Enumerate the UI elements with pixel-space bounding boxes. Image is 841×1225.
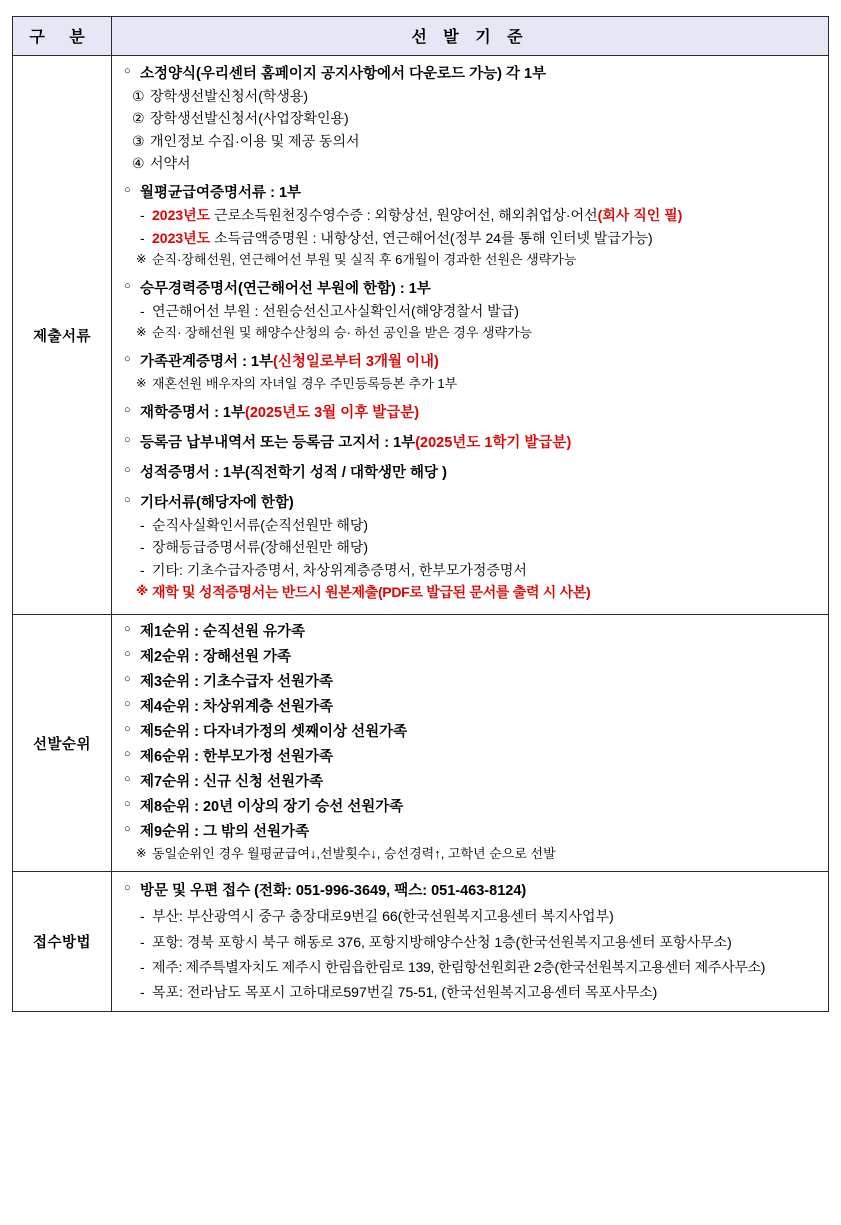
list-item: - 장해등급증명서류(장해선원만 해당) (124, 538, 818, 557)
office-item: - 목포: 전라남도 목포시 고하대로597번길 75-51, (한국선원복지고용센터 목포사무소) (124, 983, 818, 1002)
priority-tiebreak-note: ※ 동일순위인 경우 월평균급여↓,선발횟수↓, 승선경력↑, 고학년 순으로 선발 (124, 845, 818, 863)
priority-item: ○ 제6순위 : 한부모가정 선원가족 (124, 747, 818, 767)
doc-group (124, 352, 818, 393)
title-text: 가족관계증명서 : 1부 (140, 354, 274, 371)
doc-group-title: ○ 기타서류(해당자에 한함) (124, 493, 818, 513)
doc-group-title (124, 352, 818, 372)
doc-group-title (124, 433, 818, 453)
original-submission-warning: ※ 재학 및 성적증명서는 반드시 원본제출(PDF로 발급된 문서를 출력 시 사본) (124, 583, 818, 602)
title-text: 재학증명서 : 1부 (140, 405, 245, 421)
title-red-note: (신청일로부터 3개월 이내) (273, 354, 439, 371)
list-text: 근로소득원천징수영수증 : 외항상선, 원양어선, 해외취업상·어선 (210, 207, 598, 224)
doc-group (124, 279, 818, 342)
table-row (13, 56, 829, 615)
list-marker: ④ (132, 154, 145, 171)
list-item (124, 87, 818, 106)
list-marker: ③ (132, 132, 145, 149)
list-marker: ① (132, 88, 145, 104)
doc-group-title (124, 403, 818, 423)
header-row (13, 17, 829, 56)
table-header (13, 17, 829, 56)
list-text: 장학생선발신청서(학생용) (150, 88, 309, 104)
list-text: 개인정보 수집·이용 및 제공 동의서 (150, 132, 360, 149)
office-item: - 부산: 부산광역시 중구 충장대로9번길 66(한국선원복지고용센터 복지사업부) (124, 907, 818, 926)
doc-group-title: ○ 소정양식(우리센터 홈페이지 공지사항에서 다운로드 가능) 각 1부 (124, 64, 818, 84)
priority-item: ○ 제2순위 : 장해선원 가족 (124, 647, 818, 667)
list-note: ※ 순직·장해선원, 연근해어선 부원 및 실직 후 6개월이 경과한 선원은 생략가능 (124, 251, 818, 269)
doc-group (124, 463, 818, 483)
list-item (124, 132, 818, 151)
seal-note: (회사 직인 필) (597, 207, 683, 224)
priority-cell (112, 615, 829, 872)
header-criteria: 선 발 기 준 (112, 17, 829, 56)
row-label-documents: 제출서류 (13, 56, 112, 615)
priority-item: ○ 제1순위 : 순직선원 유가족 (124, 622, 818, 642)
priority-item: ○ 제7순위 : 신규 신청 선원가족 (124, 772, 818, 792)
table-body (13, 56, 829, 1012)
row-label-submission: 접수방법 (13, 872, 112, 1012)
table-row (13, 615, 829, 872)
priority-item: ○ 제9순위 : 그 밖의 선원가족 (124, 822, 818, 842)
list-item: - 순직사실확인서류(순직선원만 해당) (124, 516, 818, 535)
list-item (124, 206, 818, 225)
submission-title: ○ 방문 및 우편 접수 (전화: 051-996-3649, 팩스: 051-463-8124) (124, 881, 818, 901)
doc-group-title: ○ 승무경력증명서(연근해어선 부원에 한함) : 1부 (124, 279, 818, 299)
list-text: 서약서 (150, 154, 191, 171)
list-text: 소득금액증명원 : 내항상선, 연근해어선(정부 24를 통해 인터넷 발급가능) (210, 229, 653, 246)
submission-cell (112, 872, 829, 1012)
year-highlight: 2023년도 (152, 229, 211, 246)
list-item: - 기타: 기초수급자증명서, 차상위계층증명서, 한부모가정증명서 (124, 561, 818, 580)
title-red-note: (2025년도 1학기 발급분) (415, 435, 572, 451)
office-item: - 포항: 경북 포항시 북구 해동로 376, 포항지방해양수산청 1층(한국선원복지고용센터 포항사무소) (124, 933, 818, 952)
list-note: ※ 순직· 장해선원 및 해양수산청의 승· 하선 공인을 받은 경우 생략가능 (124, 324, 818, 342)
office-item: - 제주: 제주특별자치도 제주시 한림읍한림로 139, 한림항선원회관 2층(한국선원복지고용센터 제주사무소) (124, 958, 818, 977)
table-row (13, 872, 829, 1012)
row-label-priority: 선발순위 (13, 615, 112, 872)
doc-group (124, 64, 818, 173)
documents-cell (112, 56, 829, 615)
header-category: 구 분 (13, 17, 112, 56)
doc-group (124, 493, 818, 602)
doc-group-title: ○ 성적증명서 : 1부(직전학기 성적 / 대학생만 해당 ) (124, 463, 818, 483)
priority-item: ○ 제5순위 : 다자녀가정의 셋째이상 선원가족 (124, 722, 818, 742)
priority-item: ○ 제3순위 : 기초수급자 선원가족 (124, 672, 818, 692)
list-text: 장학생선발신청서(사업장확인용) (150, 110, 349, 127)
list-marker: ② (132, 110, 145, 127)
list-item: - 연근해어선 부원 : 선원승선신고사실확인서(해양경찰서 발급) (124, 302, 818, 321)
list-item (124, 109, 818, 128)
title-red-note: (2025년도 3월 이후 발급분) (245, 405, 420, 421)
doc-group-title: ○ 월평균급여증명서류 : 1부 (124, 183, 818, 203)
list-note: ※ 재혼선원 배우자의 자녀일 경우 주민등록등본 추가 1부 (124, 375, 818, 393)
list-item (124, 229, 818, 248)
title-text: 등록금 납부내역서 또는 등록금 고지서 : 1부 (140, 435, 416, 451)
doc-group (124, 403, 818, 423)
priority-item: ○ 제8순위 : 20년 이상의 장기 승선 선원가족 (124, 797, 818, 817)
year-highlight: 2023년도 (152, 207, 211, 224)
list-item (124, 154, 818, 173)
selection-criteria-table (12, 16, 829, 1012)
doc-group (124, 183, 818, 269)
priority-item: ○ 제4순위 : 차상위계층 선원가족 (124, 697, 818, 717)
doc-group (124, 433, 818, 453)
